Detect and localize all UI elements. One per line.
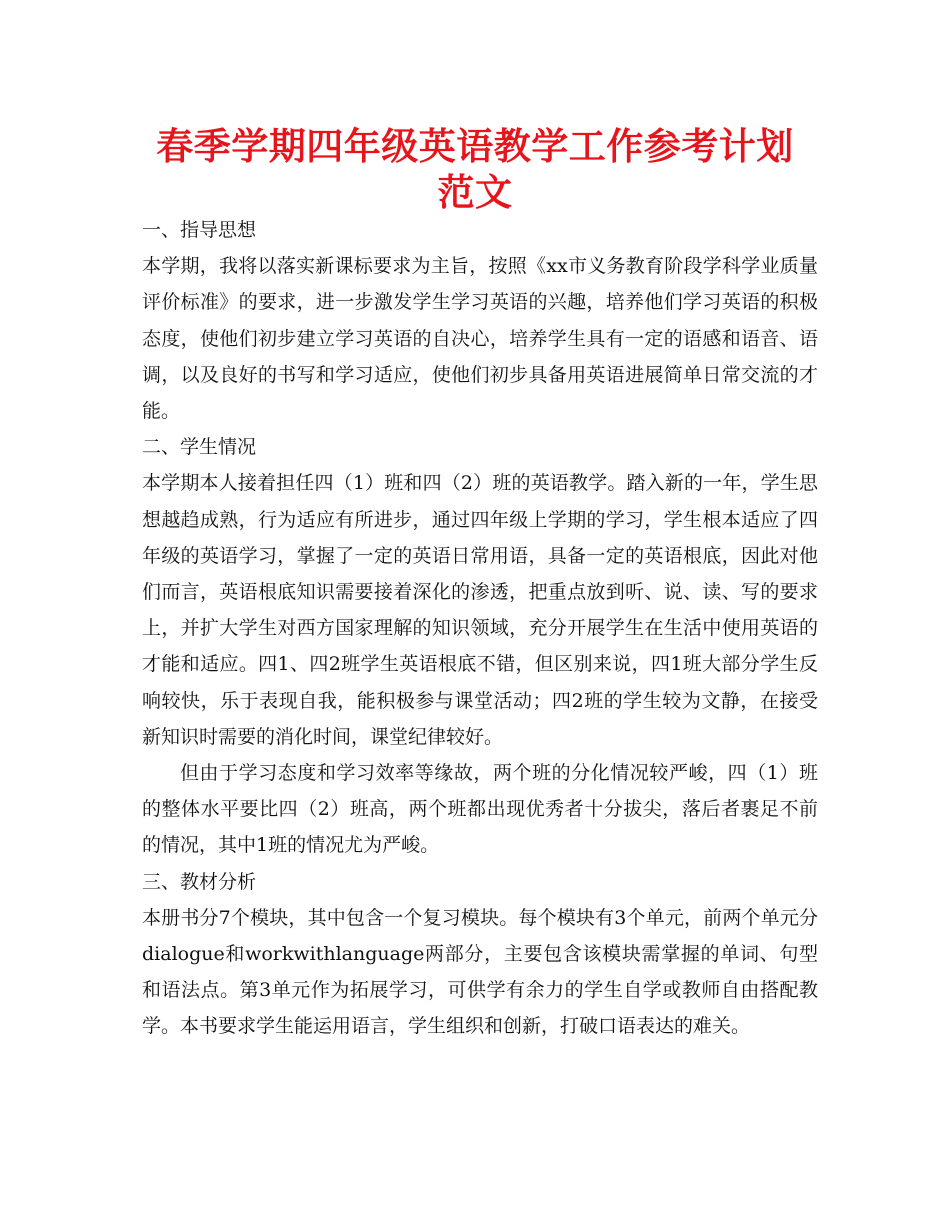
document-body (142, 212, 818, 1045)
paragraph-guiding-ideology: 本学期，我将以落实新课标要求为主旨，按照《xx市义务教育阶段学科学业质量评价标准》的要求，进一步激发学生学习英语的兴趣，培养他们学习英语的积极态度，使他们初步建立学习英语的自决心，培养学生具有一定的语感和语音、语调，以及良好的书写和学习适应，使他们初步具备用英语进展简单日常交流的才能。 (142, 255, 818, 423)
paragraph-textbook-analysis: 本册书分7个模块，其中包含一个复习模块。每个模块有3个单元，前两个单元分dialogue和workwithlanguage两部分，主要包含该模块需掌握的单词、句型和语法点。第3单元作为拓展学习，可供学有余力的学生自学或教师自由搭配教学。本书要求学生能运用语言，学生组织和创新，打破口语表达的难关。 (142, 906, 818, 1038)
paragraph-student-situation: 本学期本人接着担任四（1）班和四（2）班的英语教学。踏入新的一年，学生思想越趋成熟，行为适应有所进步，通过四年级上学期的学习，学生根本适应了四年级的英语学习，掌握了一定的英语日常用语，具备一定的英语根底，因此对他们而言，英语根底知识需要接着深化的渗透，把重点放到听、说、读、写的要求上，并扩大学生对西方国家理解的知识领域，充分开展学生在生活中使用英语的才能和适应。四1、四2班学生英语根底不错，但区别来说，四1班大部分学生反响较快，乐于表现自我，能积极参与课堂活动；四2班的学生较为文静，在接受新知识时需要的消化时间，课堂纪律较好。 (142, 472, 818, 748)
section-heading-textbook-analysis: 三、教材分析 (142, 870, 257, 893)
section-heading-guiding-ideology: 一、指导思想 (142, 219, 257, 241)
document-title: 春季学期四年级英语教学工作参考计划范文 (156, 125, 794, 214)
paragraph-class-differences: 但由于学习态度和学习效率等缘故，两个班的分化情况较严峻，四（1）班的整体水平要比四（2）班高，两个班都出现优秀者十分拔尖，落后者裹足不前的情况，其中1班的情况尤为严峻。 (142, 762, 818, 857)
section-heading-student-situation: 二、学生情况 (142, 436, 257, 459)
